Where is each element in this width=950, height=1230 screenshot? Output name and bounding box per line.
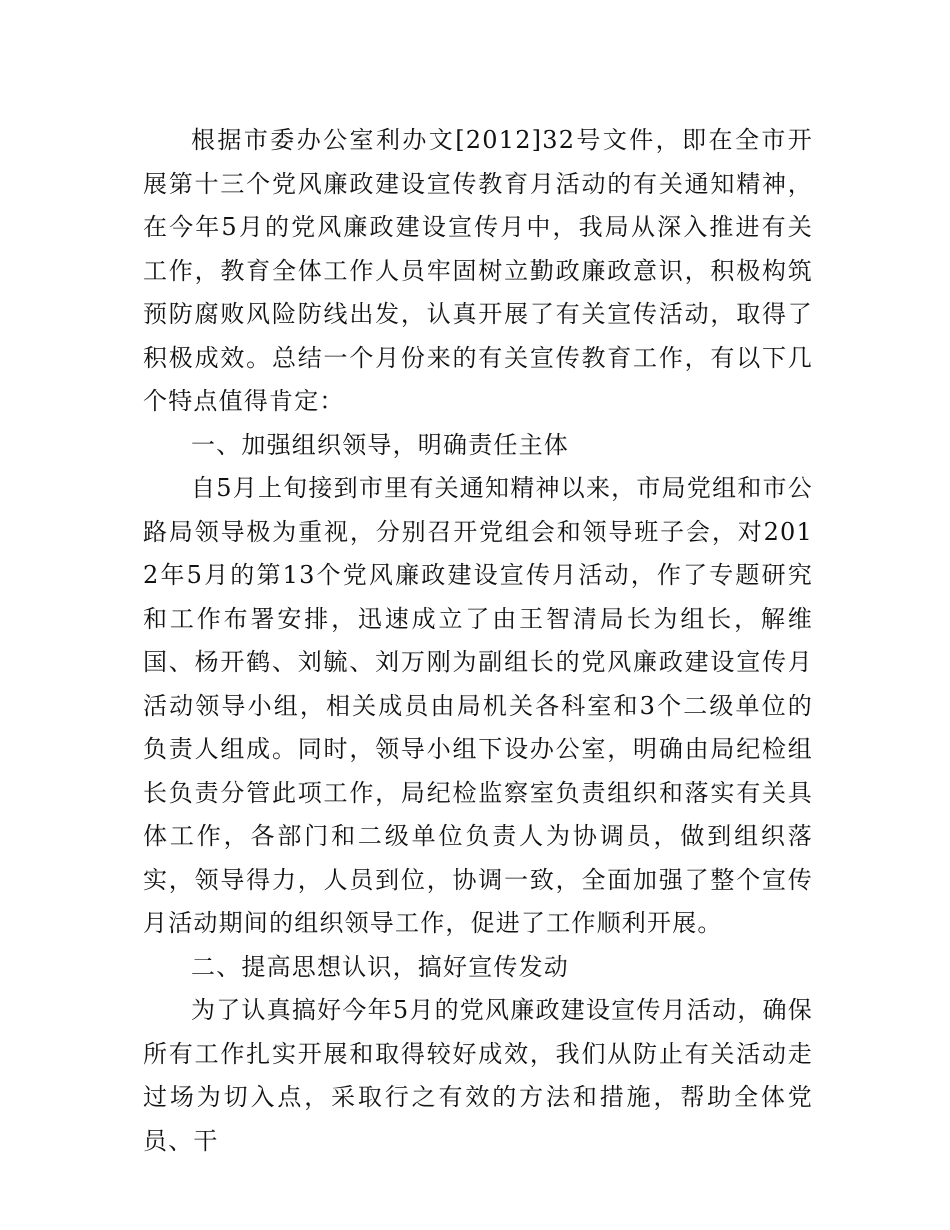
section-2-paragraph: 为了认真搞好今年5月的党风廉政建设宣传月活动，确保所有工作扎实开展和取得较好成效，我们从防止有关活动走过场为切入点，采取行之有效的方法和措施，帮助全体党员、干 bbox=[143, 996, 813, 1155]
intro-paragraph: 根据市委办公室利办文[2012]32号文件，即在全市开展第十三个党风廉政建设宣传教育月活动的有关通知精神，在今年5月的党风廉政建设宣传月中，我局从深入推进有关工作，教育全体工作人员牢固树立勤政廉政意识，积极构筑预防腐败风险防线出发，认真开展了有关宣传活动，取得了积极成效。总结一个月份来的有关宣传教育工作，有以下几个特点值得肯定： bbox=[143, 126, 813, 415]
section-1-paragraph: 自5月上旬接到市里有关通知精神以来，市局党组和市公路局领导极为重视，分别召开党组会和领导班子会，对2012年5月的第13个党风廉政建设宣传月活动，作了专题研究和工作布署安排，迅速成立了由王智清局长为组长，解维国、杨开鹤、刘毓、刘万刚为副组长的党风廉政建设宣传月活动领导小组，相关成员由局机关各科室和3个二级单位的负责人组成。同时，领导小组下设办公室，明确由局纪检组长负责分管此项工作，局纪检监察室负责组织和落实有关具体工作，各部门和二级单位负责人为协调员，做到组织落实，领导得力，人员到位，协调一致，全面加强了整个宣传月活动期间的组织领导工作，促进了工作顺利开展。 bbox=[143, 474, 813, 937]
document-body bbox=[143, 119, 813, 1163]
section-heading-1: 一、加强组织领导，明确责任主体 bbox=[191, 430, 569, 459]
section-heading-2: 二、提高思想认识，搞好宣传发动 bbox=[191, 952, 569, 981]
